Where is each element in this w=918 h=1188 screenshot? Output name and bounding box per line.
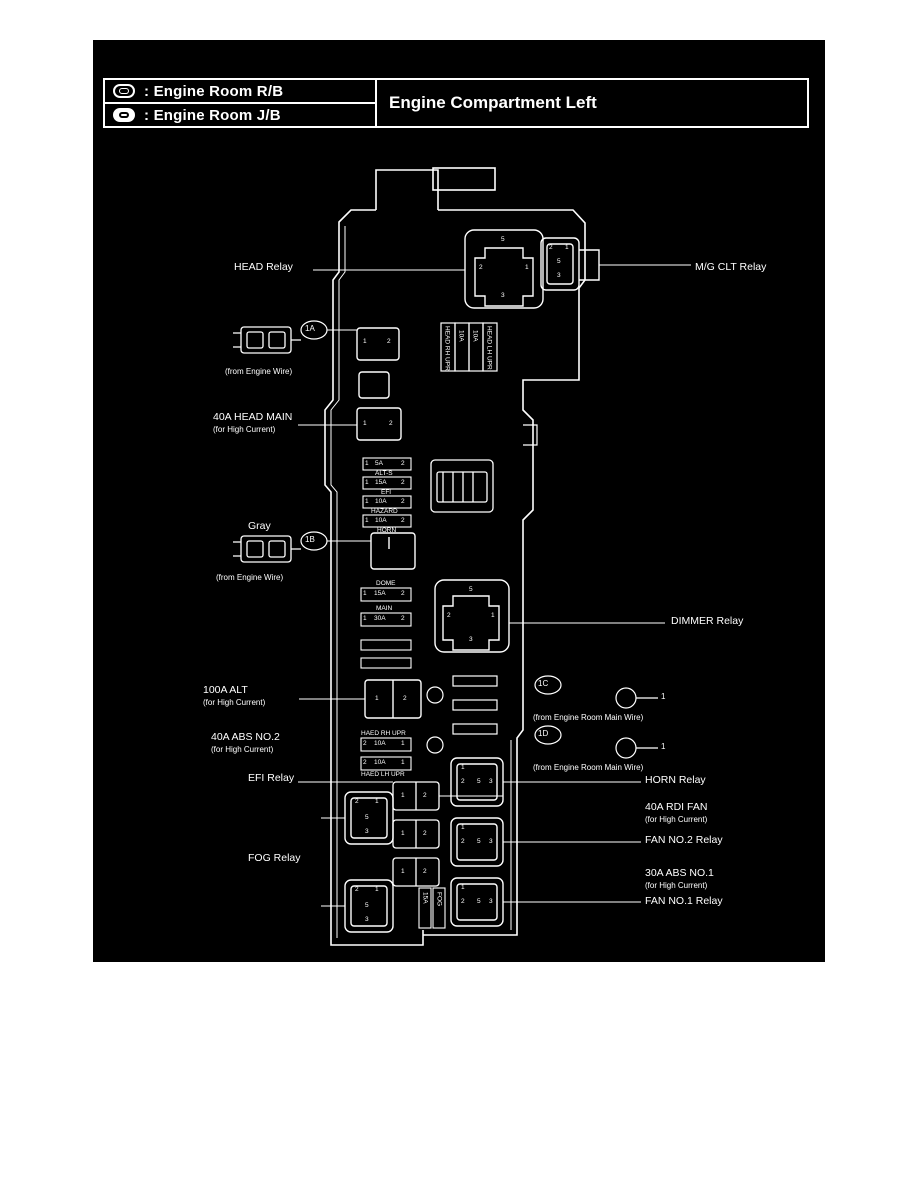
fog-pin-2: 2 bbox=[355, 886, 359, 893]
fog-pin-1: 1 bbox=[375, 886, 379, 893]
horn-pin-1: 1 bbox=[461, 764, 465, 771]
efi-pin-1: 1 bbox=[375, 798, 379, 805]
fuse-haed-rh-upr-pin-right: 1 bbox=[401, 740, 405, 747]
pin-1d: 1 bbox=[661, 742, 666, 751]
fuse-horn-pin-right: 2 bbox=[401, 517, 405, 524]
fuse-horn-name: HORN bbox=[377, 527, 397, 534]
fuse-efi-name: EFI bbox=[381, 489, 392, 496]
label-abs-no2-sub: (for High Current) bbox=[211, 745, 274, 754]
block-alt-pin-1: 1 bbox=[375, 695, 379, 702]
fuse-haed-lh-upr-pin-left: 2 bbox=[363, 759, 367, 766]
label-abs-no1-sub: (for High Current) bbox=[645, 881, 708, 890]
label-gray: Gray bbox=[248, 520, 271, 532]
fuse-main-pin-left: 1 bbox=[363, 615, 367, 622]
fuse-haed-rh-upr-name: HAED RH UPR bbox=[361, 730, 406, 737]
label-abs-no2: 40A ABS NO.2 bbox=[211, 731, 280, 743]
horn-pin-3: 3 bbox=[489, 778, 493, 785]
label-dimmer-relay: DIMMER Relay bbox=[671, 615, 744, 627]
label-mg-clt-relay: M/G CLT Relay bbox=[695, 261, 767, 273]
marker-1a-label: 1A bbox=[305, 324, 315, 333]
label-head-main-sub: (for High Current) bbox=[213, 425, 276, 434]
dimmer-pin-2: 2 bbox=[447, 612, 451, 619]
marker-1c-label: 1C bbox=[538, 679, 549, 688]
fan2-pin-5: 5 bbox=[477, 838, 481, 845]
efi-pin-2: 2 bbox=[355, 798, 359, 805]
block-mid1-pin-1: 1 bbox=[401, 830, 405, 837]
head-relay-pin-5: 5 bbox=[501, 236, 505, 243]
label-rdi-fan: 40A RDI FAN bbox=[645, 801, 708, 813]
fuse-hazard-pin-right: 2 bbox=[401, 498, 405, 505]
efi-pin-5: 5 bbox=[365, 814, 369, 821]
label-fan-no2-relay: FAN NO.2 Relay bbox=[645, 834, 723, 846]
head-relay-pin-3: 3 bbox=[501, 292, 505, 299]
label-100a-alt: 100A ALT bbox=[203, 684, 248, 696]
block-abs2-pin-2: 2 bbox=[423, 792, 427, 799]
fan2-pin-1: 1 bbox=[461, 824, 465, 831]
block-1a-pin-1: 1 bbox=[363, 338, 367, 345]
fuse-alt-s-amp: 5A bbox=[375, 460, 383, 467]
fuse-efi-amp: 15A bbox=[375, 479, 387, 486]
fuse-haed-rh-upr-pin-left: 2 bbox=[363, 740, 367, 747]
block-mid2-pin-2: 2 bbox=[423, 868, 427, 875]
mgclt-pin-5: 5 bbox=[557, 258, 561, 265]
label-from-erm-wire-1: (from Engine Room Main Wire) bbox=[533, 713, 644, 722]
efi-pin-3: 3 bbox=[365, 828, 369, 835]
fuse-alt-s-name: ALT-S bbox=[375, 470, 393, 477]
legend-title: Engine Compartment Left bbox=[389, 93, 597, 112]
marker-1b-label: 1B bbox=[305, 535, 315, 544]
label-head-relay: HEAD Relay bbox=[234, 261, 293, 273]
fuse-hazard-pin-left: 1 bbox=[365, 498, 369, 505]
block-1a-pin-2: 2 bbox=[387, 338, 391, 345]
label-from-engine-wire-2: (from Engine Wire) bbox=[216, 573, 284, 582]
fuse-fog-amp: 15A bbox=[421, 892, 429, 904]
label-fan-no1-relay: FAN NO.1 Relay bbox=[645, 895, 723, 907]
fuse-horn-amp: 10A bbox=[375, 517, 387, 524]
fuse-alt-s-pin-right: 2 bbox=[401, 460, 405, 467]
fuse-haed-rh-upr-amp: 10A bbox=[374, 740, 386, 747]
fuse-dome-pin-right: 2 bbox=[401, 590, 405, 597]
horn-pin-2: 2 bbox=[461, 778, 465, 785]
dimmer-pin-5: 5 bbox=[469, 586, 473, 593]
dimmer-pin-3: 3 bbox=[469, 636, 473, 643]
fuse-efi-pin-left: 1 bbox=[365, 479, 369, 486]
label-efi-relay: EFI Relay bbox=[248, 772, 295, 784]
fuse-dome-name: DOME bbox=[376, 580, 396, 587]
mgclt-pin-3: 3 bbox=[557, 272, 561, 279]
label-abs-no1: 30A ABS NO.1 bbox=[645, 867, 714, 879]
block-headmain-pin-1: 1 bbox=[363, 420, 367, 427]
fuse-main-name: MAIN bbox=[376, 605, 393, 612]
fuse-horn-pin-left: 1 bbox=[365, 517, 369, 524]
diagram-linework bbox=[93, 40, 825, 962]
legend-item-label: : Engine Room R/B bbox=[144, 82, 284, 100]
fuse-head-rh-upr-name: HEAD RH UPR bbox=[443, 326, 451, 371]
fuse-main-amp: 30A bbox=[374, 615, 386, 622]
block-mid2-pin-1: 1 bbox=[401, 868, 405, 875]
fuse-haed-lh-upr-amp: 10A bbox=[374, 759, 386, 766]
block-abs2-pin-1: 1 bbox=[401, 792, 405, 799]
fuse-alt-s-pin-left: 1 bbox=[365, 460, 369, 467]
label-100a-alt-sub: (for High Current) bbox=[203, 698, 266, 707]
diagram-panel bbox=[93, 40, 825, 962]
fog-pin-5: 5 bbox=[365, 902, 369, 909]
fan2-pin-3: 3 bbox=[489, 838, 493, 845]
fuse-head-rh-upr-amp: 10A bbox=[457, 330, 465, 342]
fan1-pin-1: 1 bbox=[461, 884, 465, 891]
horn-pin-5: 5 bbox=[477, 778, 481, 785]
fan1-pin-5: 5 bbox=[477, 898, 481, 905]
fuse-haed-lh-upr-name: HAED LH UPR bbox=[361, 771, 405, 778]
fan1-pin-2: 2 bbox=[461, 898, 465, 905]
fuse-dome-amp: 15A bbox=[374, 590, 386, 597]
fuse-haed-lh-upr-pin-right: 1 bbox=[401, 759, 405, 766]
pin-1c: 1 bbox=[661, 692, 666, 701]
fuse-main-pin-right: 2 bbox=[401, 615, 405, 622]
block-mid1-pin-2: 2 bbox=[423, 830, 427, 837]
fan2-pin-2: 2 bbox=[461, 838, 465, 845]
fog-pin-3: 3 bbox=[365, 916, 369, 923]
mgclt-pin-2: 2 bbox=[549, 244, 553, 251]
fan1-pin-3: 3 bbox=[489, 898, 493, 905]
fuse-dome-pin-left: 1 bbox=[363, 590, 367, 597]
head-relay-pin-1: 1 bbox=[525, 264, 529, 271]
mgclt-pin-1: 1 bbox=[565, 244, 569, 251]
label-from-erm-wire-2: (from Engine Room Main Wire) bbox=[533, 763, 644, 772]
fuse-hazard-amp: 10A bbox=[375, 498, 387, 505]
label-fog-relay: FOG Relay bbox=[248, 852, 301, 864]
label-rdi-fan-sub: (for High Current) bbox=[645, 815, 708, 824]
fuse-head-lh-upr-name: HEAD LH UPR bbox=[485, 326, 493, 370]
block-headmain-pin-2: 2 bbox=[389, 420, 393, 427]
marker-1d-label: 1D bbox=[538, 729, 549, 738]
fuse-head-lh-upr-amp: 10A bbox=[471, 330, 479, 342]
dimmer-pin-1: 1 bbox=[491, 612, 495, 619]
head-relay-pin-2: 2 bbox=[479, 264, 483, 271]
fuse-efi-pin-right: 2 bbox=[401, 479, 405, 486]
fuse-fog-name: FOG bbox=[435, 892, 443, 907]
label-from-engine-wire-1: (from Engine Wire) bbox=[225, 367, 293, 376]
fuse-hazard-name: HAZARD bbox=[371, 508, 398, 515]
label-horn-relay: HORN Relay bbox=[645, 774, 706, 786]
block-alt-pin-2: 2 bbox=[403, 695, 407, 702]
legend-item-label: : Engine Room J/B bbox=[144, 106, 281, 124]
label-head-main: 40A HEAD MAIN bbox=[213, 411, 293, 423]
